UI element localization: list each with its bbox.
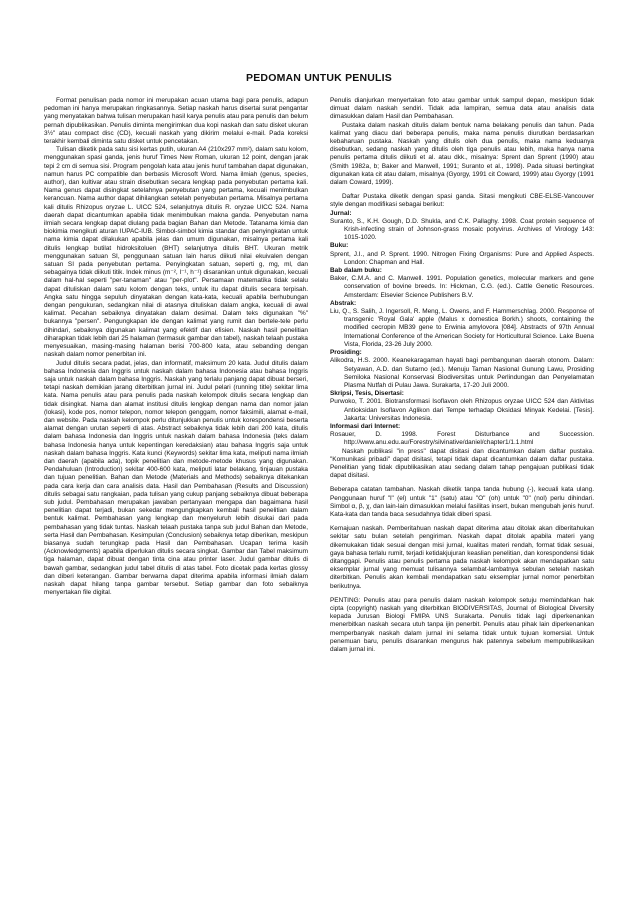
paragraph-in-press: Naskah publikasi "in press" dapat disitasi dan dicantumkan dalam daftar pustaka. "Komunikasi pribadi" dapat disitasi, tetapi tidak dapat dicantumkan dalam daftar pustaka. Penelitian yang tidak dipublikasikan atau sedang dalam tahap pengajuan publikasi tidak dapat disitasi. <box>330 447 594 480</box>
heading-internet: Informasi dari Internet: <box>330 422 401 430</box>
paragraph-format: Format penulisan pada nomor ini merupakan acuan utama bagi para penulis, adapun pedoman ini hanya merupakan ringkasannya. Setiap naskah harus disertai surat pengantar yang menyatakan bahwa tulisan merupakan hasil karya penulis atau para penulis dan belum pernah dipublikasikan. Penulis diminta mengirimkan dua kopi naskah dan satu disket ukuran 3½" atau compact disc (CD), kecuali naskah yang dikirim melalui e-mail. Pada koreksi terakhir kembali diminta satu disket untuk pencetakan. <box>44 97 308 146</box>
paragraph-kemajuan: Kemajuan naskah. Pemberitahuan naskah dapat diterima atau ditolak akan diberitahukan sekitar satu bulan setelah pengiriman. Naskah dapat ditolak apabila materi yang dikemukakan tidak sesuai dengan misi jurnal, kualitas materi rendah, format tidak sesuai, gaya bahasa terlalu rumit, terjadi ketidakjujuran keaslian penelitian, dan korespondensi tidak ditanggapi. Penulis atau penulis pertama pada naskah kelompok akan mendapatkan satu eksemplar jurnal yang memuat tulisannya selambat-lambatnya sebulan setelah naskah diterbitkan. Penulis akan kembali mendapatkan satu eksemplar jurnal nomor penerbitan berikutnya. <box>330 525 594 590</box>
heading-buku: Buku: <box>330 242 349 250</box>
paragraph-foto: Penulis dianjurkan menyertakan foto atau gambar untuk sampul depan, meskipun tidak dimuat dalam naskah sendiri. Tidak ada lampiran, semua data atau analisis data dimasukkan dalam Hasil dan Pembahasan. <box>330 97 594 121</box>
heading-abstrak: Abstrak: <box>330 299 357 307</box>
reference-prosiding: Alikodra, H.S. 2000. Keanekaragaman hayati bagi pembangunan daerah otonom. Dalam: Setyawan, A.D. dan Sutarno (ed.). Menuju Taman Nasional Gunung Lawu, Prosiding Semiloka Nasional Konservasi Biodiversitas untuk Perlindungan dan Penyelamatan Plasma Nutfah di Pulau Jawa. Surakarta, 17-20 Juli 2000. <box>330 357 594 389</box>
reference-jurnal: Suranto, S., K.H. Gough, D.D. Shukla, and C.K. Pallaghy. 1998. Coat protein sequence of Krish-infecting strain of Johnson-grass mosaic potyvirus. Archives of Virology 143: 1015-1020. <box>330 217 594 242</box>
paragraph-judul: Judul ditulis secara padat, jelas, dan informatif, maksimum 20 kata. Judul ditulis dalam bahasa Indonesia dan Inggris untuk naskah dalam bahasa Indonesia atau bahasa Inggris saja untuk naskah dalam bahasa Inggris. Naskah yang terlalu panjang dapat dibuat berseri, tetapi naskah demikian jarang diterbitkan jurnal ini. Judul pelari (running title) sekitar lima kata. Nama penulis atau para penulis pada naskah kelompok ditulis secara lengkap dan tidak disingkat. Nama dan alamat institusi ditulis lengkap dengan nama dan nomor jalan (lokasi), kode pos, nomor telepon, nomor telepon genggam, nomor faksimili, alamat e-mail, dan website. Pada naskah kelompok perlu ditunjukkan penulis untuk korespondensi beserta alamat dengan urutan seperti di atas. Abstract sebaiknya tidak lebih dari 200 kata, ditulis dalam bahasa Indonesia dan Inggris untuk naskah dalam bahasa Indonesia (teks dalam bahasa Indonesia hanya untuk kepentingan keredaksian) atau bahasa Inggris saja untuk naskah dalam bahasa Inggris. Kata kunci (Keywords) sekitar lima kata, meliputi nama ilmiah dan daerah (apabila ada), topik penelitian dan metode-metode khusus yang digunakan. Pendahuluan (Introduction) sekitar 400-600 kata, meliputi latar belakang, tinjauan pustaka dan tujuan penelitian. Bahan dan Metode (Materials and Methods) sebaiknya ditekankan pada cara kerja dan cara analisis data. Hasil dan Pembahasan (Results and Discussion) ditulis sebagai satu rangkaian, pada tulisan yang cukup panjang sebaiknya dibuat beberapa sub judul. Pembahasan merupakan jawaban pertanyaan mengapa dan bagaimana hasil penelitian dapat terjadi, bukan sekedar mengungkapkan kembali hasil penelitian dalam bentuk kalimat. Pembahasan yang lengkap dan menyeluruh lebih disukai dari pada pembahasan yang tidak tuntas. Naskah telaah pustaka tanpa sub judul Bahan dan Metode, serta Hasil dan Pembahasan. Kesimpulan (Conclusion) sebaiknya tetap diberikan, meskipun biasanya sudah terungkap pada Hasil dan Pembahasan. Ucapan terima kasih (Acknowledgments) apabila diperlukan ditulis secara singkat. Gambar dan Tabel maksimum tiga halaman, dapat dibuat dengan tinta cina atau printer laser. Judul gambar ditulis di bawah gambar, sedangkan judul tabel ditulis di atas tabel. Foto dicetak pada kertas glossy dan diberi keterangan. Gambar berwarna dapat diterima apabila informasi ilmiah dalam naskah dapat hilang tanpa gambar tersebut. Setiap gambar dan foto sebaiknya menyertakan file digital. <box>44 359 308 597</box>
paragraph-tulisan: Tulisan diketik pada satu sisi kertas putih, ukuran A4 (210x297 mm²), dalam satu kolom, menggunakan spasi ganda, jenis huruf Times New Roman, ukuran 12 point, dengan jarak tepi 2 cm di semua sisi. Program pengolah kata atau jenis huruf tambahan dapat digunakan, namun harus PC compatible dan berbasis Microsoft Word. Nama ilmiah (genus, species, author), dan kultivar atau strain disebutkan secara lengkap pada penyebutan pertama kali. Nama genus dapat disingkat setelahnya penyebutan yang pertama, kecuali menimbulkan kerancuan. Nama author dapat dihilangkan setelah penyebutan pertama. Misalnya pertama kali ditulis Rhizopus oryzae L. UICC 524, selanjutnya ditulis R. oryzae UICC 524. Nama daerah dapat dicantumkan apabila tidak menimbulkan makna ganda. Penyebutan nama ilmiah secara lengkap dapat diulang pada bagian Bahan dan Metode. Tatanama kimia dan biokimia mengikuti aturan IUPAC-IUB. Simbol-simbol kimia standar dan penyingkatan untuk nama kimia dapat dilakukan apabila jelas dan umum digunakan, misalnya pertama kali ditulis lengkap butilat hidroksitoluen (BHT) selanjutnya ditulis BHT. Ukuran metrik menggunakan satuan SI, penggunaan satuan lain harus diikuti nilai ekuivalen dengan satuan SI pada penyebutan pertama. Penyingkatan satuan, seperti g, mg, ml, dan sebagainya tidak diikuti titik. Indek minus (m⁻², l⁻¹, h⁻¹) disarankan untuk digunakan, kecuali dalam hal-hal seperti "per-tanaman" atau "per-plot". Persamaan matematika tidak selalu dapat dituliskan dalam satu kolom dengan teks, untuk itu dapat ditulis secara terpisah. Angka satu hingga sepuluh dinyatakan dengan kata-kata, kecuali apabila berhubungan dengan pengukuran, sedangkan nilai di atasnya dituliskan dalam angka, kecuali di awal kalimat. Pecahan sebaiknya dinyatakan dalam desimal. Dalam teks digunakan "%" bukannya "persen". Pengungkapan ide dengan kalimat yang rumit dan bertele-tele perlu dihindari, sebaiknya digunakan kalimat yang efektif dan efisien. Naskah hasil penelitian diharapkan tidak lebih dari 25 halaman (termasuk gambar dan tabel), naskah telaah pustaka menyesuaikan, masing-masing halaman berisi 700-800 kata, atau sebanding dengan naskah dalam nomor penerbitan ini. <box>44 146 308 359</box>
reference-bab: Baker, C.M.A. and C. Manwell. 1991. Population genetics, molecular markers and gene conservation of bovine breeds. In: Hickman, C.G. (ed.). Cattle Genetic Resources. Amsterdam: Elsevier Science Publishers B.V. <box>330 275 594 299</box>
heading-bab-dalam-buku: Bab dalam buku: <box>330 267 382 275</box>
paragraph-daftar-pustaka: Daftar Pustaka diketik dengan spasi ganda. Sitasi mengikuti CBE-ELSE-Vancouver style dengan modifikasi sebagai berikut: <box>330 193 594 209</box>
page-title: PEDOMAN UNTUK PENULIS <box>246 72 392 84</box>
right-column <box>330 97 594 654</box>
heading-skripsi: Skripsi, Tesis, Disertasi: <box>330 390 404 398</box>
reference-skripsi: Purwoko, T. 2001. Biotransformasi Isoflavon oleh Rhizopus oryzae UICC 524 dan Aktivitas Antioksidan Isoflavon Aglikon dari Tempe terhadap Oksidasi Minyak Kedelai. [Tesis]. Jakarta: Universitas Indonesia. <box>330 398 594 422</box>
columns <box>44 97 594 654</box>
heading-jurnal: Jurnal: <box>330 209 352 217</box>
paragraph-pustaka: Pustaka dalam naskah ditulis dalam bentuk nama belakang penulis dan tahun. Pada kalimat yang diacu dari beberapa penulis, maka nama penulis diurutkan berdasarkan kebaharuan pustaka. Naskah yang ditulis oleh dua penulis, maka nama keduanya disebutkan, sedang naskah yang ditulis oleh tiga penulis atau lebih, maka hanya nama penulis pertama ditulis diikuti et al. atau dkk., misalnya: Sprent dan Sprent (1990) atau (Smith 1982a, b; Baker and Manwell, 1991; Suranto et al., 1998). Pada situasi bertingkat digunakan kata cit atau dalam, misalnya (Gyorgy, 1991 cit Coward, 1999) atau Gyorgy (1991 dalam Coward, 1999). <box>330 121 594 187</box>
left-column <box>44 97 308 654</box>
heading-prosiding: Prosiding: <box>330 349 362 357</box>
paragraph-catatan: Beberapa catatan tambahan. Naskah diketik tanpa tanda hubung (-), kecuali kata ulang. Penggunaan huruf "l" (el) untuk "1" (satu) atau "O" (oh) untuk "0" (nol) perlu dihindari. Simbol α, β, χ, dan lain-lain dimasukkan melalui fasilitas insert, bukan mengubah jenis huruf. Kata-kata dan tanda baca sesudahnya tidak diberi spasi. <box>330 486 594 518</box>
reference-internet: Rosauer, D. 1998. Forest Disturbance and Succession. http://www.anu.edu.au/Forestry/silvinative/daniel/chapter1/1.1.html <box>330 431 594 447</box>
paragraph-penting: PENTING: Penulis atau para penulis dalam naskah kelompok setuju memindahkan hak cipta (copyright) naskah yang diterbitkan BIODIVERSITAS, Journal of Biological Diversity kepada Jurusan Biologi FMIPA UNS Surakarta. Penulis tidak lagi diperkenankan menerbitkan naskah secara utuh tanpa ijin penerbit. Penulis atau pihak lain diperkenankan memperbanyak naskah dalam jurnal ini selama tidak untuk tujuan komersial. Untuk penemuan baru, penulis disarankan mengurus hak patennya sebelum mempublikasikan dalam jurnal ini. <box>330 596 594 653</box>
reference-abstrak: Liu, Q., S. Salih, J. Ingersoll, R. Meng, L. Owens, and F. Hammerschlag. 2000. Response of transgenic 'Royal Gala' apple (Malus x domestica Borkh.) shoots, containing the modified cecropin MB39 gene to Erwinia amylovora [084]. Abstracts of 97th Annual International Conference of the American Society for Horticultural Science. Lake Buena Vista, Florida, 23-26 July 2000. <box>330 308 594 348</box>
reference-buku: Sprent, J.I., and P. Sprent. 1990. Nitrogen Fixing Organisms: Pure and Applied Aspects. London: Chapman and Hall. <box>330 250 594 266</box>
